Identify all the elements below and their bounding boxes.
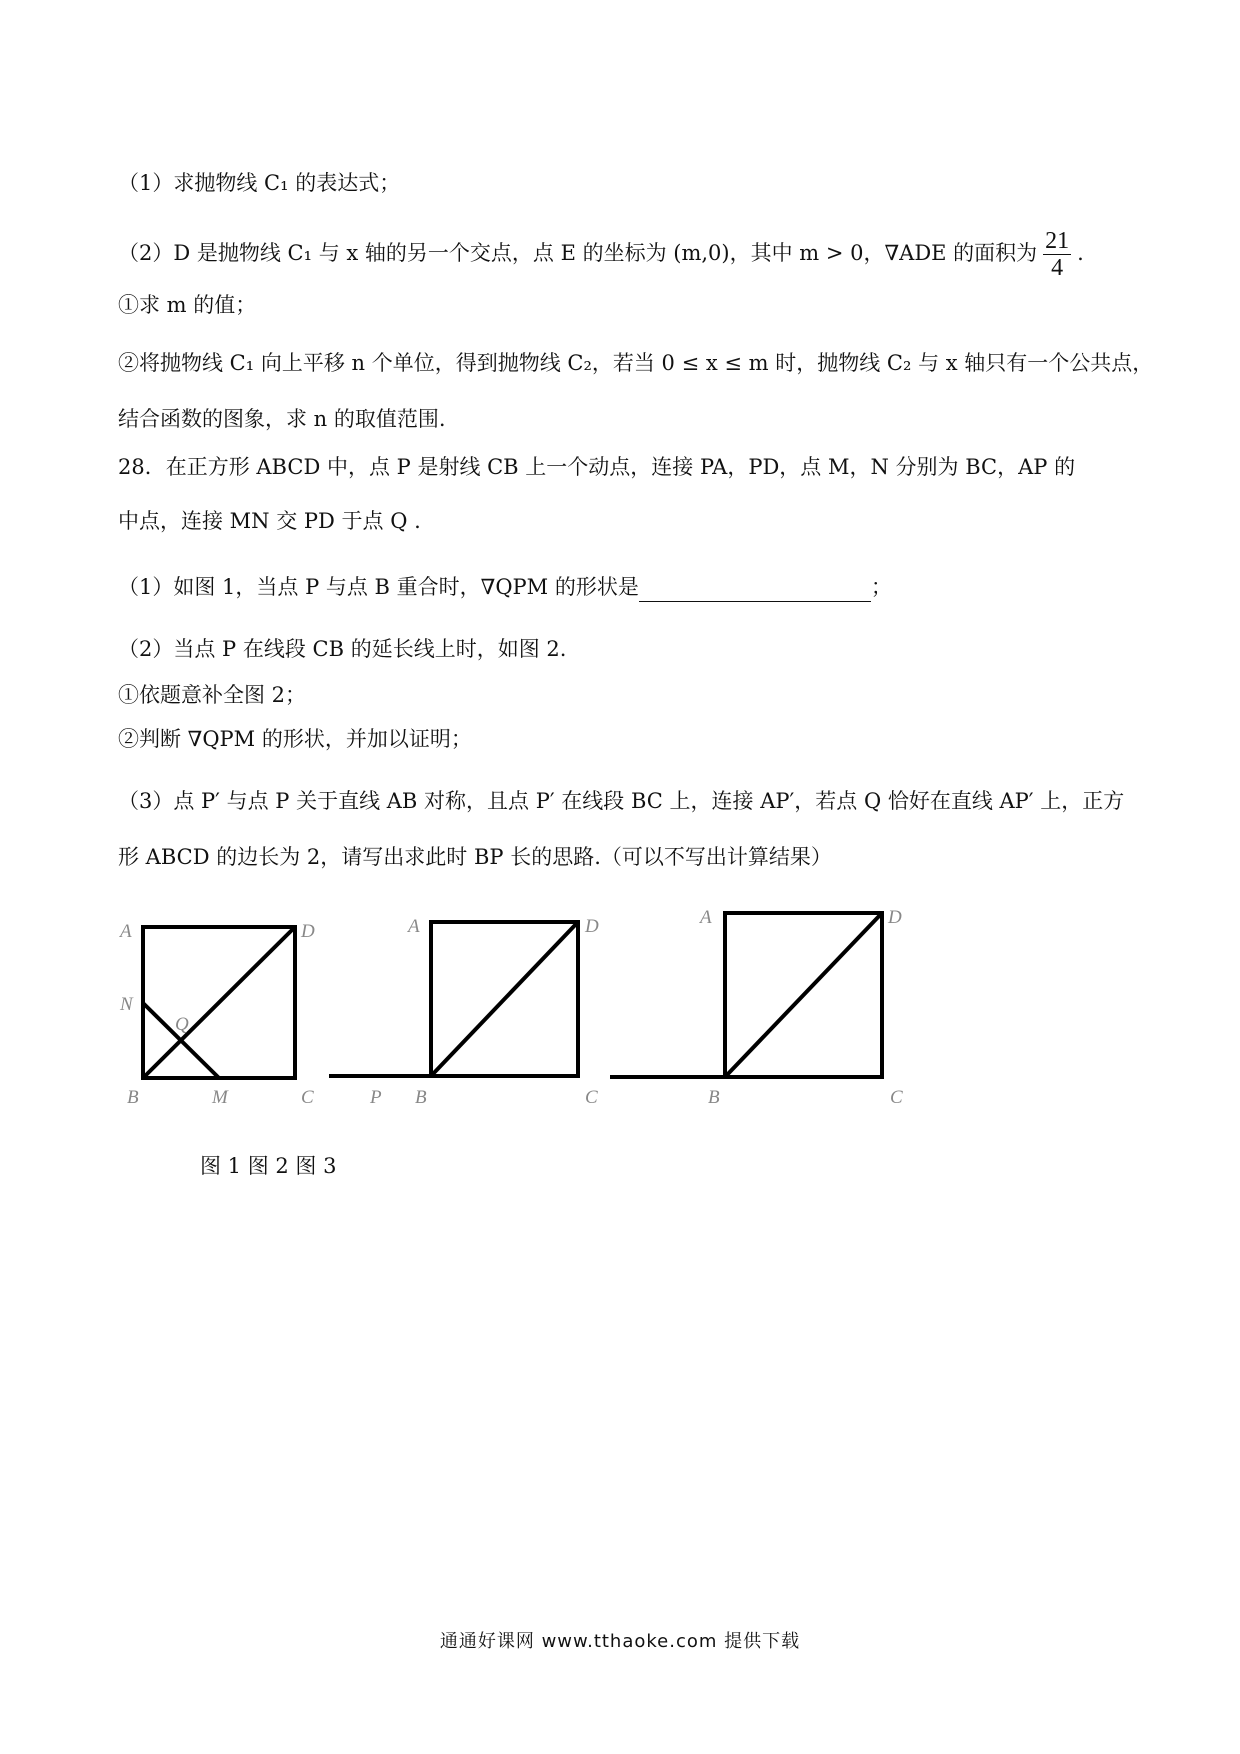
question-1: （1）求抛物线 C₁ 的表达式； xyxy=(118,171,401,195)
fig2-label-d: D xyxy=(585,916,599,937)
figure-3 xyxy=(610,907,903,1108)
problem-28-q3-line2: 形 ABCD 的边长为 2，请写出求此时 BP 长的思路.（可以不写出计算结果） xyxy=(118,845,832,869)
question-2b-line1: ②将抛物线 C₁ 向上平移 n 个单位，得到抛物线 C₂，若当 0 ≤ x ≤ m 时，抛物线 C₂ 与 x 轴只有一个公共点， xyxy=(118,351,1154,375)
fig2-label-a: A xyxy=(408,916,420,937)
fig1-label-b: B xyxy=(127,1087,139,1108)
question-2a: ①求 m 的值； xyxy=(118,293,257,317)
question-2-end: . xyxy=(1077,241,1084,265)
question-2-text: （2）D 是抛物线 C₁ 与 x 轴的另一个交点，点 E 的坐标为 (m,0)，其中 m > 0，∇ADE 的面积为 xyxy=(118,241,1038,265)
problem-28-q1-text: （1）如图 1，当点 P 与点 B 重合时，∇QPM 的形状是 xyxy=(118,575,639,599)
fig1-label-a: A xyxy=(120,921,132,942)
footer: 通通好课网 www.tthaoke.com 提供下载 xyxy=(439,1631,801,1652)
fig2-diagonal-bd xyxy=(431,922,578,1076)
fig3-label-d: D xyxy=(888,907,902,928)
question-2b-line2: 结合函数的图象，求 n 的取值范围. xyxy=(118,407,446,431)
fig1-diagonal-bd xyxy=(143,927,295,1078)
figure-1 xyxy=(118,921,315,1108)
fig3-label-a: A xyxy=(700,907,712,928)
problem-28-q1-end: ； xyxy=(870,575,892,599)
figure-caption: 图 1 图 2 图 3 xyxy=(200,1154,337,1178)
problem-28-q2a: ①依题意补全图 2； xyxy=(118,683,307,707)
problem-28-q2b: ②判断 ∇QPM 的形状，并加以证明； xyxy=(118,727,472,751)
fraction-numerator: 21 xyxy=(1045,228,1070,254)
fig1-label-c: C xyxy=(301,1087,314,1108)
problem-28-line1: 28．在正方形 ABCD 中，点 P 是射线 CB 上一个动点，连接 PA，PD，点 M，N 分别为 BC，AP 的 xyxy=(118,455,1076,479)
fig2-label-p: P xyxy=(370,1087,382,1108)
fig3-label-c: C xyxy=(890,1087,903,1108)
fig3-diagonal-bd xyxy=(725,913,882,1077)
fig1-label-q: Q xyxy=(175,1014,189,1035)
fig1-label-n: N xyxy=(120,994,133,1015)
problem-28-q2: （2）当点 P 在线段 CB 的延长线上时，如图 2. xyxy=(118,637,567,661)
fig2-label-b: B xyxy=(415,1087,427,1108)
problem-28-line2: 中点，连接 MN 交 PD 于点 Q . xyxy=(118,509,421,533)
fig1-label-m: M xyxy=(212,1087,228,1108)
fig2-label-c: C xyxy=(585,1087,598,1108)
fig1-label-d: D xyxy=(301,921,315,942)
fig3-label-b: B xyxy=(708,1087,720,1108)
fraction-denominator: 4 xyxy=(1051,255,1064,281)
problem-28-q3-line1: （3）点 P′ 与点 P 关于直线 AB 对称，且点 P′ 在线段 BC 上，连接 AP′，若点 Q 恰好在直线 AP′ 上，正方 xyxy=(118,789,1125,813)
figure-2 xyxy=(329,916,599,1108)
